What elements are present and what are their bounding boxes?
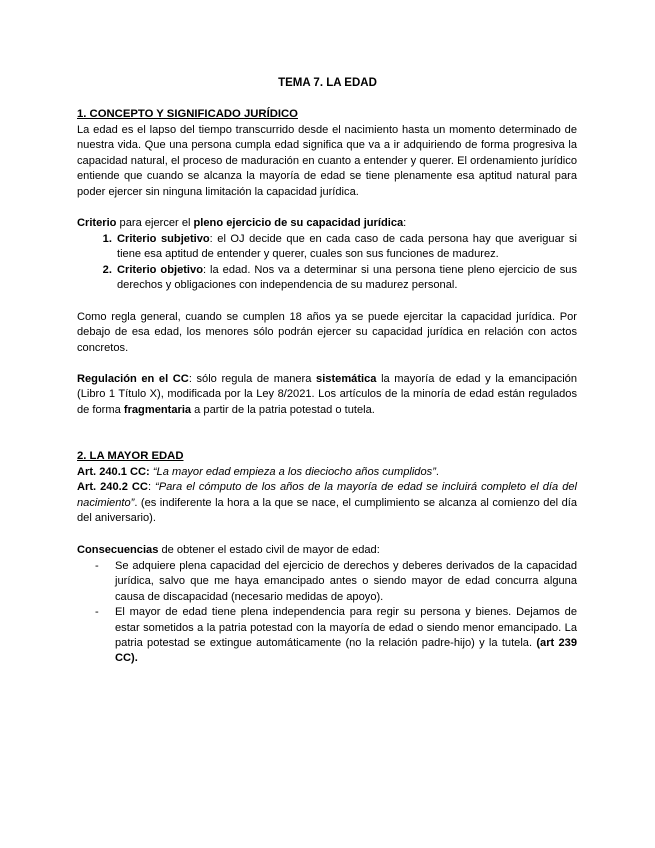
criterio-list [77, 232, 577, 294]
art-240-2-label: Art. 240.2 CC [77, 481, 148, 494]
list-item [115, 263, 577, 294]
consecuencia-2-text: El mayor de edad tiene plena independencia para regir su persona y bienes. Dejamos de estar sometidos a la patria potestad con la mayoría de edad o siendo menor emancipado. La patria potestad se extingue automáticamente (no la relación padre-hijo) y la tutela. [115, 606, 577, 650]
sistematica-bold: sistemática [316, 373, 377, 385]
regla-general-text: Como regla general, cuando se cumplen 18 años ya se puede ejercitar la capacidad jurídica. Por debajo de esa edad, los menores sólo podrán ejercer su capacidad jurídica en relación con actos concretos. [77, 311, 577, 354]
art-240-2-sep: : [147, 481, 156, 494]
art-240-2-quote: “Para el cómputo de los años de la mayoría de edad se incluirá completo el día del nacimiento” [77, 481, 578, 509]
art-240-1 [77, 465, 577, 480]
fragmentaria-bold: fragmentaria [123, 403, 192, 416]
regulacion-text-1: : sólo regula de manera [188, 373, 317, 385]
consecuencia-1-text: Se adquiere plena capacidad del ejercicio de derechos y deberes derivados de la capacidad jurídica, salvo que me haya emancipado antes o siendo mayor de edad concurra alguna causa de discapacidad (necesario medidas de apoyo). [115, 560, 577, 603]
regla-general [77, 310, 577, 356]
regulacion-bold: Regulación en el CC [77, 373, 189, 385]
list-item [77, 559, 577, 605]
consecuencias-list [77, 559, 577, 667]
regulacion-paragraph [77, 372, 577, 418]
art-240-1-quote: “La mayor edad empieza a los dieciocho años cumplidos” [152, 466, 436, 478]
list-item [115, 232, 577, 263]
list-item [77, 605, 577, 667]
art-240-1-label: Art. 240.1 CC: [77, 466, 150, 478]
regulacion-text-3: a partir de la patria potestad o tutela. [191, 403, 375, 416]
document-title: TEMA 7. LA EDAD [278, 77, 377, 89]
criterio-bold-2: pleno ejercicio de su capacidad jurídica [193, 217, 404, 229]
criterio-colon: : [403, 217, 407, 229]
articles-block [77, 465, 577, 527]
consecuencias-lead [77, 543, 577, 558]
criterio-lead [77, 216, 577, 231]
consecuencias-bold: Consecuencias [77, 544, 159, 556]
section-2-heading: 2. LA MAYOR EDAD [77, 450, 184, 462]
art-239-ref: (art 239 CC). [115, 637, 578, 665]
criterio-bold: Criterio [77, 217, 117, 229]
section-1-heading: 1. CONCEPTO Y SIGNIFICADO JURÍDICO [77, 108, 298, 120]
criterio-objetivo-label: Criterio objetivo [117, 263, 203, 276]
art-240-1-end: . [435, 466, 439, 478]
intro-text: La edad es el lapso del tiempo transcurrido desde el nacimiento hasta un momento determinado de nuestra vida. Que una persona cumpla edad significa que va a ir adquiriendo de forma progresiva la capacidad natural, el proceso de maduración en cuanto a entender y querer. El ordenamiento jurídico entiende que cuando se alcanza la mayoría de edad se tiene plenamente esa aptitud natural para poder ejercer sin ninguna limitación la capacidad jurídica. [77, 124, 577, 198]
art-240-2-note: . (es indiferente la hora a la que se nace, el cumplimiento se alcanza al comienzo del día del aniversario). [77, 496, 577, 525]
regulacion-text-2: la mayoría de edad y la emancipación (Libro 1 Título X), modificada por la Ley 8/2021. Los artículos de la minoría de edad están regulados de forma [77, 373, 578, 416]
art-240-2 [77, 480, 577, 526]
dash-bullet: - [95, 606, 99, 619]
criterio-text: para ejercer el [116, 217, 194, 229]
dash-bullet: - [95, 560, 99, 572]
criterio-subjetivo-text: : el OJ decide que en cada caso de cada persona hay que averiguar si tiene esa aptitud de entender y querer, cuales son sus funciones de madurez. [117, 233, 577, 261]
consecuencias-text: de obtener el estado civil de mayor de edad: [158, 544, 380, 556]
criterio-subjetivo-label: Criterio subjetivo [117, 233, 210, 245]
criterio-objetivo-text: : la edad. Nos va a determinar si una persona tiene pleno ejercicio de sus derechos y obligaciones con independencia de su madurez personal. [117, 263, 577, 292]
section-1-intro [77, 123, 577, 200]
